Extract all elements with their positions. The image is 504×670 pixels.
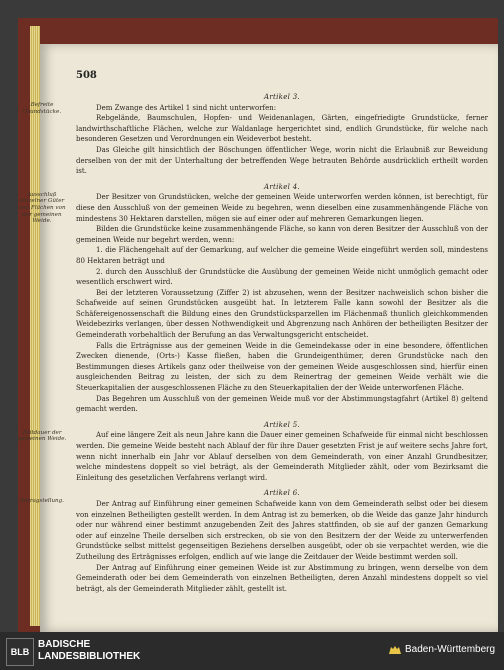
paragraph: Bei der letzteren Voraussetzung (Ziffer 2) ist abzusehen, wenn der Besitzer nachweislich schon bisher die Schafweide auf seinen Grundstücken ausgeübt hat. In letzterem Falle kann sowohl der Besitzer als die Schäfereigenossenschaft die Bildung eines den Grundstücksparzellen im Flächenmaß thunlich gleichkommenden Weidebezirks verlangen, über dessen Nothwendigkeit und Abgrenzung nach Anhören der betheiligten Besitzer der Gemeinderath vorbehaltlich der Berufung an das Verwaltungsgericht entscheidet. — [76, 288, 488, 340]
paragraph: 2. durch den Ausschluß der Grundstücke die Ausübung der gemeinen Weide nicht unmöglich gemacht oder wesentlich erschwert wird. — [76, 267, 488, 287]
paragraph: Der Antrag auf Einführung einer gemeinen Weide ist zur Abstimmung zu bringen, wenn derselbe von dem Gemeinderath oder bei dem Gemeinderath von einzelnen Betheiligten, deren Anzahl mindestens doppelt so viel beträgt, als der Gemeinderath Mitglieder zählt, gestellt ist. — [76, 563, 488, 593]
page-body — [17, 92, 488, 594]
paragraph: Das Gleiche gilt hinsichtlich der Böschungen öffentlicher Wege, worin nicht die Erlaubniß zur Beweidung derselben von der mit der Unterhaltung der betreffenden Wege betrauten Behörde ausdrücklich ertheilt worden ist. — [76, 145, 488, 176]
baden-wuerttemberg-lions-icon — [388, 643, 402, 657]
margin-note: Zeitdauer der gemeinen Weide. — [17, 429, 67, 443]
paragraph: Auf eine längere Zeit als neun Jahre kann die Dauer einer gemeinen Schafweide für einmal nicht beschlossen werden. Die gemeine Weide besteht nach Ablauf der für ihre Dauer gesetzten Frist je auf weitere sechs Jahre fort, wenn nicht innerhalb ein Jahr vor Ablauf derselben von dem Gemeinderath, von einer Anzahl Grundbesitzer, welche mindestens doppelt so viel beträgt, als der Gemeinderath Mitglieder zählt, oder vom Bezirksamt die Einleitung des gesetzlichen Verfahrens verlangt wird. — [76, 431, 488, 482]
paragraph: Der Antrag auf Einführung einer gemeinen Schafweide kann von dem Gemeinderath selbst oder bei diesem von einzelnen Betheiligten gestellt werden. In dem Antrag ist zu bemerken, ob die Weide das ganze Jahr hindurch oder nur während einer bestimmt anzugebenden Zeit des Jahres stattfinden, ob sie auf der ganzen Gemarkung oder auf einzelne Theile derselben sich erstrecken, ob sie von den Besitzern der der Weide zu unterwerfenden Grundstücke selbst mittelst gegenseitigen Beziehens derselben ausgeübt, oder ob sie verpachtet werden, wie die Zutheilung des Erträgnisses erfolgen, endlich auf wie lange die Zeitdauer der Weide bestimmt werden soll. — [76, 499, 488, 561]
section-heading: Artikel 6. — [264, 489, 300, 498]
library-name-line1: BADISCHE — [38, 639, 91, 650]
state-name: Baden-Württemberg — [405, 644, 496, 655]
library-name — [38, 639, 140, 663]
margin-note: Antragstellung. — [19, 498, 65, 505]
section-artikel-6 — [19, 488, 488, 594]
section-artikel-4 — [18, 182, 488, 415]
margin-note: Ausschluß einzelner Güter und Flächen von der gemeinen Weide. — [18, 191, 66, 225]
section-heading: Artikel 3. — [264, 93, 300, 101]
page-edges — [30, 26, 40, 626]
paragraph: Falls die Ertrágnisse aus der gemeinen Weide in die Gemeindekasse oder in eine besondere, öffentlichen Zwecken dienende, (Orts-) Kasse fließen, haben die Grundeigenthümer, deren Grundstücke nach den Bestimmungen dieses Artikels ganz oder theilweise von der gemeinen Weide ausgeschlossen sind, hierfür einen ausgleichenden Beitrag zu leisten, der sich zu dem Reinertrag der gemeinen Weide verhält wie die Steuerkapitalien der ausgeschlossenen Fläche zu den Steuerkapitalien der der Weide unterworfenen Fläche. — [76, 341, 488, 393]
section-heading: Artikel 4. — [264, 182, 300, 191]
page-number: 508 — [76, 70, 97, 81]
margin-note: Befreite Grundstücke. — [22, 102, 62, 115]
section-heading: Artikel 5. — [264, 420, 300, 429]
paragraph: Dem Zwange des Artikel 1 sind nicht unterworfen: — [96, 103, 277, 112]
paragraph: Rebgelände, Baumschulen, Hopfen- und Weidenanlagen, Gärten, eingefriedigte Grundstücke, ferner landwirthschaftliche Flächen, welche zur Waldanlage hergerichtet sind, endlich Grundstücke, für welche nach besonderen Gesetzen und Verordnungen ein Weideverbot besteht. — [76, 114, 488, 144]
paragraph: 1. die Flächengehalt auf der Gemarkung, auf welcher die gemeine Weide eingeführt werden soll, mindestens 80 Hektaren beträgt und — [76, 246, 488, 265]
paragraph: Der Besitzer von Grundstücken, welche der gemeinen Weide unterworfen werden können, ist berechtigt, für diese den Ausschluß von der gemeinen Weide zu begehren, wenn dieselben eine zusammenhängende Fläche von mindestens 30 Hektaren darstellen, mögen sie auf einer oder auf mehreren Gemarkungen liegen. — [76, 193, 488, 223]
paragraph: Bilden die Grundstücke keine zusammenhängende Fläche, so kann von deren Besitzer der Ausschluß von der gemeinen Weide nur begehrt werden, wenn: — [76, 225, 488, 244]
section-artikel-3 — [22, 92, 488, 177]
library-name-line2: LANDESBIBLIOTHEK — [38, 651, 141, 662]
footer-bar — [0, 632, 504, 670]
paragraph: Das Begehren um Ausschluß von der gemeinen Weide muß vor der Abstimmungstagfahrt (Artikel 8) geltend gemacht werden. — [76, 394, 488, 414]
section-artikel-5 — [17, 420, 488, 484]
blb-logo: BLB — [6, 638, 34, 666]
